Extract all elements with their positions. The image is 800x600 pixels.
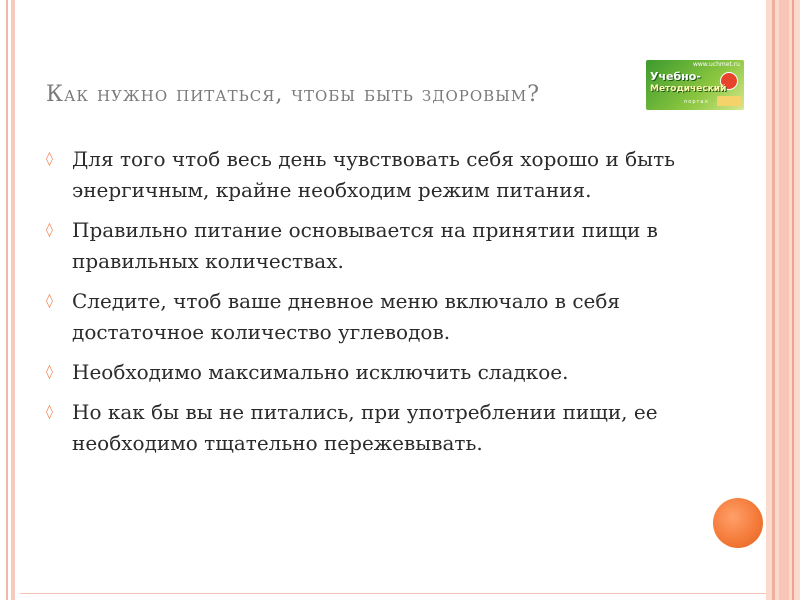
logo-url: www.uchmet.ru [692, 61, 740, 68]
logo-line-1: Учебно- [650, 70, 701, 83]
bullet-list [46, 144, 706, 468]
diamond-bullet-icon: ◊ [46, 404, 53, 420]
right-border-stripe [772, 0, 775, 600]
bullet-text: Для того чтоб весь день чувствовать себя хорошо и быть энергичным, крайне необходим режим питания. [72, 147, 676, 202]
orange-circle-decoration [713, 498, 763, 548]
uchmet-logo [646, 60, 744, 110]
logo-line-3: портал [684, 99, 709, 105]
slide-title: Как нужно питаться, чтобы быть здоровым? [46, 82, 541, 107]
bullet-item [46, 357, 706, 388]
diamond-bullet-icon: ◊ [46, 222, 53, 238]
bullet-item [46, 215, 706, 277]
left-decorative-border [0, 0, 20, 600]
bullet-text: Следите, чтоб ваше дневное меню включало в себя достаточное количество углеводов. [72, 289, 621, 344]
right-border-stripe [792, 0, 794, 600]
bullet-item [46, 144, 706, 206]
diamond-bullet-icon: ◊ [46, 293, 53, 309]
bullet-item [46, 286, 706, 348]
right-border-stripe [779, 0, 789, 600]
bullet-text: Правильно питание основывается на принятии пищи в правильных количествах. [72, 218, 658, 273]
right-decorative-border [766, 0, 800, 600]
bullet-text: Но как бы вы не питались, при употреблении пищи, ее необходимо тщательно пережевывать. [72, 400, 658, 455]
book-icon [717, 96, 741, 106]
left-border-line [11, 0, 15, 600]
left-border-line [6, 0, 8, 600]
logo-line-2: Методический [650, 84, 727, 94]
diamond-bullet-icon: ◊ [46, 364, 53, 380]
bullet-item [46, 397, 706, 459]
diamond-bullet-icon: ◊ [46, 151, 53, 167]
bullet-text: Необходимо максимально исключить сладкое. [72, 360, 569, 384]
bottom-divider [20, 593, 766, 594]
